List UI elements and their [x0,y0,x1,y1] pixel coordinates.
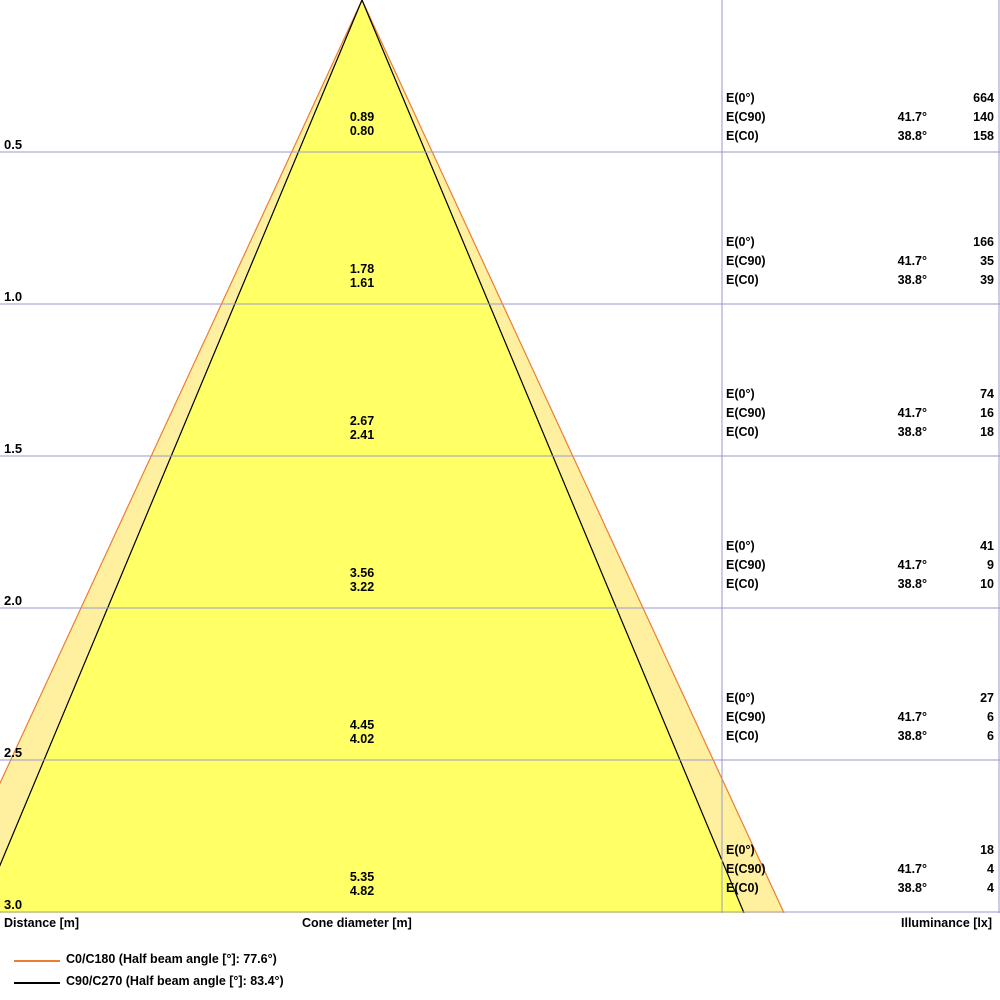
illuminance-row [726,575,994,594]
illuminance-row [726,127,994,146]
illuminance-value: 4 [987,862,994,876]
cone-diameter-c90-3: 2.67 [349,414,375,428]
illuminance-row [726,879,994,898]
legend-item-c90 [0,972,1000,994]
illuminance-group-2 [726,233,994,290]
illuminance-value: 74 [980,387,994,401]
illuminance-row [726,841,994,860]
illuminance-angle: 38.8° [897,577,927,591]
illuminance-row [726,727,994,746]
illuminance-value: 6 [987,710,994,724]
illuminance-angle: 41.7° [897,110,927,124]
illuminance-value: 35 [980,254,994,268]
illuminance-angle: 38.8° [897,273,927,287]
illuminance-name: E(C0) [726,273,759,287]
illuminance-value: 158 [973,129,994,143]
illuminance-angle: 41.7° [897,406,927,420]
illuminance-name: E(C90) [726,110,766,124]
illuminance-row [726,385,994,404]
legend-label-c0: C0/C180 (Half beam angle [°]: 77.6°) [66,952,277,966]
distance-label-4: 2.0 [4,593,23,608]
cone-diameter-c0-5: 4.02 [349,732,375,746]
illuminance-group-1 [726,89,994,146]
illuminance-value: 664 [973,91,994,105]
cone-diameter-group-3 [302,414,422,442]
illuminance-name: E(0°) [726,387,755,401]
illuminance-row [726,423,994,442]
distance-label-1: 0.5 [4,137,23,152]
distance-axis-caption: Distance [m] [4,916,80,930]
legend-label-c90: C90/C270 (Half beam angle [°]: 83.4°) [66,974,284,988]
illuminance-row [726,689,994,708]
cone-diameter-c90-2: 1.78 [349,262,375,276]
illuminance-row [726,252,994,271]
illuminance-row [726,556,994,575]
illuminance-name: E(C90) [726,406,766,420]
illuminance-group-4 [726,537,994,594]
cone-diameter-c90-5: 4.45 [349,718,375,732]
cone-diameter-group-1 [302,110,422,138]
distance-label-2: 1.0 [4,289,23,304]
illuminance-angle: 41.7° [897,254,927,268]
illuminance-value: 16 [980,406,994,420]
illuminance-row [726,404,994,423]
illuminance-angle: 41.7° [897,558,927,572]
distance-label-6: 3.0 [4,897,23,912]
illuminance-group-3 [726,385,994,442]
illuminance-value: 140 [973,110,994,124]
cone-diameter-c90-6: 5.35 [349,870,375,884]
illuminance-value: 10 [980,577,994,591]
cone-diameter-c0-4: 3.22 [349,580,375,594]
illuminance-name: E(C0) [726,129,759,143]
illuminance-group-5 [726,689,994,746]
illuminance-row [726,271,994,290]
distance-label-3: 1.5 [4,441,23,456]
cone-diameter-c90-1: 0.89 [349,110,375,124]
cone-diameter-group-2 [302,262,422,290]
illuminance-name: E(0°) [726,691,755,705]
illuminance-value: 39 [980,273,994,287]
illuminance-angle: 38.8° [897,425,927,439]
illuminance-value: 4 [987,881,994,895]
illuminance-name: E(C0) [726,729,759,743]
illuminance-row [726,108,994,127]
illuminance-angle: 38.8° [897,881,927,895]
cone-diameter-c0-1: 0.80 [349,124,375,138]
legend-line-icon-c0 [14,960,60,962]
cone-diameter-axis-caption: Cone diameter [m] [302,916,412,930]
illuminance-name: E(C90) [726,254,766,268]
illuminance-value: 9 [987,558,994,572]
illuminance-row [726,860,994,879]
illuminance-angle: 38.8° [897,729,927,743]
distance-label-5: 2.5 [4,745,23,760]
illuminance-angle: 41.7° [897,710,927,724]
illuminance-value: 27 [980,691,994,705]
illuminance-value: 41 [980,539,994,553]
illuminance-name: E(0°) [726,235,755,249]
illuminance-row [726,89,994,108]
illuminance-angle: 38.8° [897,129,927,143]
cone-diameter-group-4 [302,566,422,594]
illuminance-value: 18 [980,843,994,857]
illuminance-name: E(C0) [726,881,759,895]
legend-item-c0 [0,950,1000,972]
illuminance-name: E(C0) [726,577,759,591]
illuminance-value: 18 [980,425,994,439]
cone-diameter-c90-4: 3.56 [349,566,375,580]
illuminance-angle: 41.7° [897,862,927,876]
legend [0,950,1000,994]
illuminance-group-6 [726,841,994,898]
illuminance-name: E(C90) [726,558,766,572]
cone-diameter-c0-2: 1.61 [349,276,375,290]
illuminance-axis-caption: Illuminance [lx] [901,916,992,930]
illuminance-value: 6 [987,729,994,743]
illuminance-row [726,233,994,252]
axis-captions [0,916,1000,936]
legend-line-icon-c90 [14,982,60,984]
cone-diameter-c0-3: 2.41 [349,428,375,442]
illuminance-name: E(0°) [726,843,755,857]
illuminance-name: E(0°) [726,91,755,105]
illuminance-value: 166 [973,235,994,249]
illuminance-name: E(C0) [726,425,759,439]
illuminance-name: E(C90) [726,710,766,724]
illuminance-name: E(C90) [726,862,766,876]
cone-diameter-c0-6: 4.82 [349,884,375,898]
cone-diameter-group-5 [302,718,422,746]
illuminance-row [726,708,994,727]
cone-diameter-group-6 [302,870,422,898]
illuminance-name: E(0°) [726,539,755,553]
illuminance-row [726,537,994,556]
